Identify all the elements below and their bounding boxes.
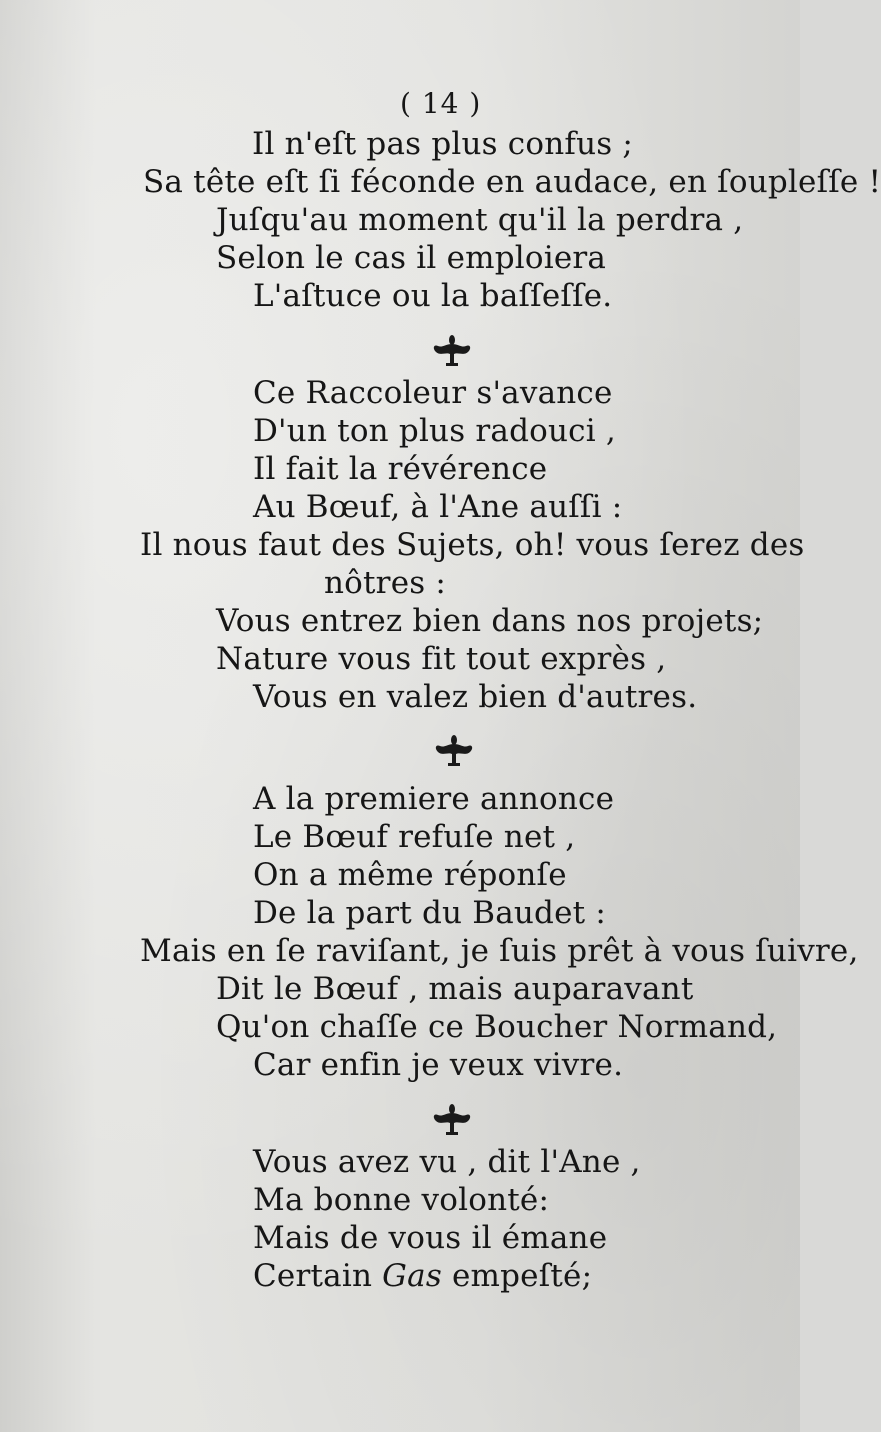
verse-line: Au Bœuf, à l'Ane auſſi :	[253, 489, 623, 525]
verse-line: On a même réponſe	[253, 857, 567, 893]
verse-line: nôtres :	[324, 565, 447, 601]
verse-line: Selon le cas il emploiera	[216, 240, 607, 276]
verse-text: empeſté;	[441, 1258, 593, 1294]
verse-line: De la part du Baudet :	[253, 895, 606, 931]
verse-line: L'aſtuce ou la baſſeſſe.	[253, 278, 613, 314]
verse-line: Mais de vous il émane	[253, 1220, 608, 1256]
verse-line: Il fait la révérence	[253, 451, 548, 487]
verse-line: A la premiere annonce	[253, 781, 615, 817]
verse-line: Sa tête eſt ſi féconde en audace, en ſoupleſſe !	[143, 164, 881, 200]
fleuron-ornament-icon	[428, 1103, 476, 1137]
verse-line	[253, 1258, 592, 1294]
verse-line: D'un ton plus radouci ,	[253, 413, 616, 449]
verse-line: Vous entrez bien dans nos projets;	[216, 603, 764, 639]
page-number: ( 14 )	[400, 87, 482, 120]
verse-line: Vous avez vu , dit l'Ane ,	[253, 1144, 641, 1180]
verse-line: Dit le Bœuf , mais auparavant	[216, 971, 694, 1007]
verse-line: Vous en valez bien d'autres.	[253, 679, 698, 715]
verse-line: Juſqu'au moment qu'il la perdra ,	[216, 202, 744, 238]
verse-text: Certain	[253, 1258, 383, 1294]
verse-line: Mais en ſe raviſant, je ſuis prêt à vous ſuivre,	[140, 933, 859, 969]
verse-line: Qu'on chaſſe ce Boucher Normand,	[216, 1009, 778, 1045]
italic-word: Gas	[382, 1258, 442, 1294]
verse-line: Ce Raccoleur s'avance	[253, 375, 613, 411]
verse-line: Il n'eſt pas plus confus ;	[252, 126, 634, 162]
verse-line: Nature vous fit tout exprès ,	[216, 641, 667, 677]
fleuron-ornament-icon	[428, 334, 476, 368]
verse-line: Car enfin je veux vivre.	[253, 1047, 624, 1083]
verse-line: Le Bœuf refuſe net ,	[253, 819, 576, 855]
verse-line: Il nous faut des Sujets, oh! vous ſerez des	[140, 527, 805, 563]
fleuron-ornament-icon	[430, 734, 478, 768]
verse-line: Ma bonne volonté:	[253, 1182, 550, 1218]
